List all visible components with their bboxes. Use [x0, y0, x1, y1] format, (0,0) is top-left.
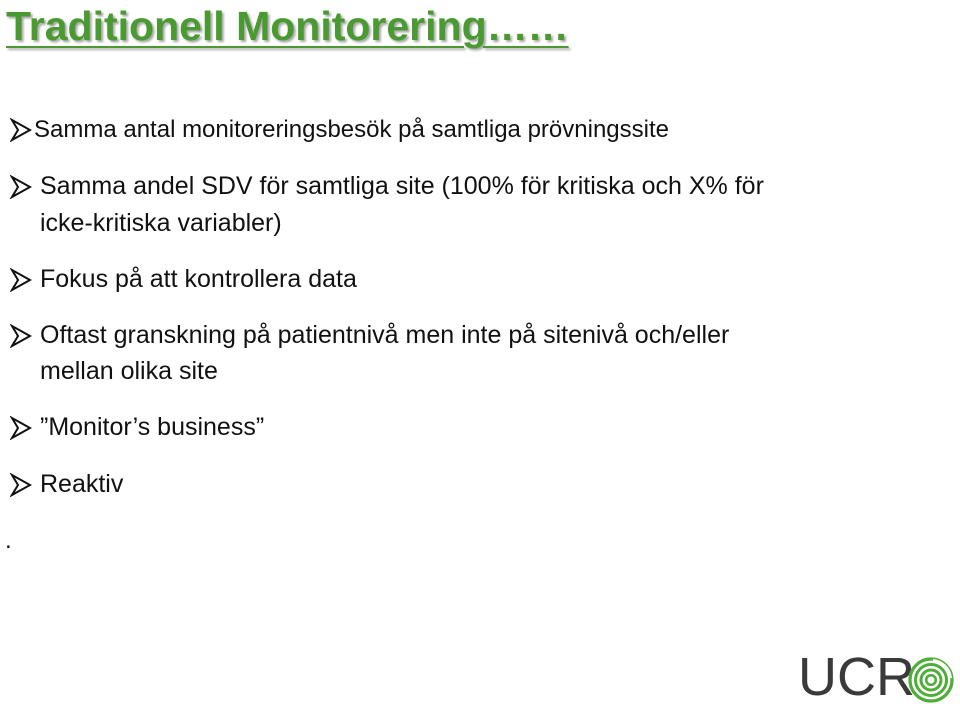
- logo-text: UCR: [798, 647, 915, 707]
- bullet-text: ”Monitor’s business”: [40, 413, 265, 441]
- arrowhead-bullet-icon: [10, 175, 32, 201]
- bullet-text-continuation: icke-kritiska variabler): [40, 209, 282, 237]
- arrowhead-bullet-icon: [10, 473, 32, 499]
- bullet-text: Fokus på att kontrollera data: [40, 265, 357, 293]
- arrowhead-bullet-icon: [10, 324, 32, 350]
- trailing-dot: .: [5, 527, 12, 554]
- arrowhead-bullet-icon: [10, 118, 32, 144]
- bullet-text: Reaktiv: [40, 470, 124, 498]
- bullet-text-continuation: mellan olika site: [40, 357, 218, 385]
- slide-title: Traditionell Monitorering……: [6, 3, 569, 49]
- arrowhead-bullet-icon: [10, 416, 32, 442]
- arrowhead-bullet-icon: [10, 268, 32, 294]
- bullet-text: Samma andel SDV för samtliga site (100% för kritiska och X% för: [40, 172, 764, 200]
- ucr-logo-ring-icon: [906, 656, 956, 704]
- bullet-text: Oftast granskning på patientnivå men inte på sitenivå och/eller: [40, 321, 730, 349]
- ucr-logo: [798, 647, 960, 707]
- bullet-text: Samma antal monitoreringsbesök på samtliga prövningssite: [34, 116, 669, 143]
